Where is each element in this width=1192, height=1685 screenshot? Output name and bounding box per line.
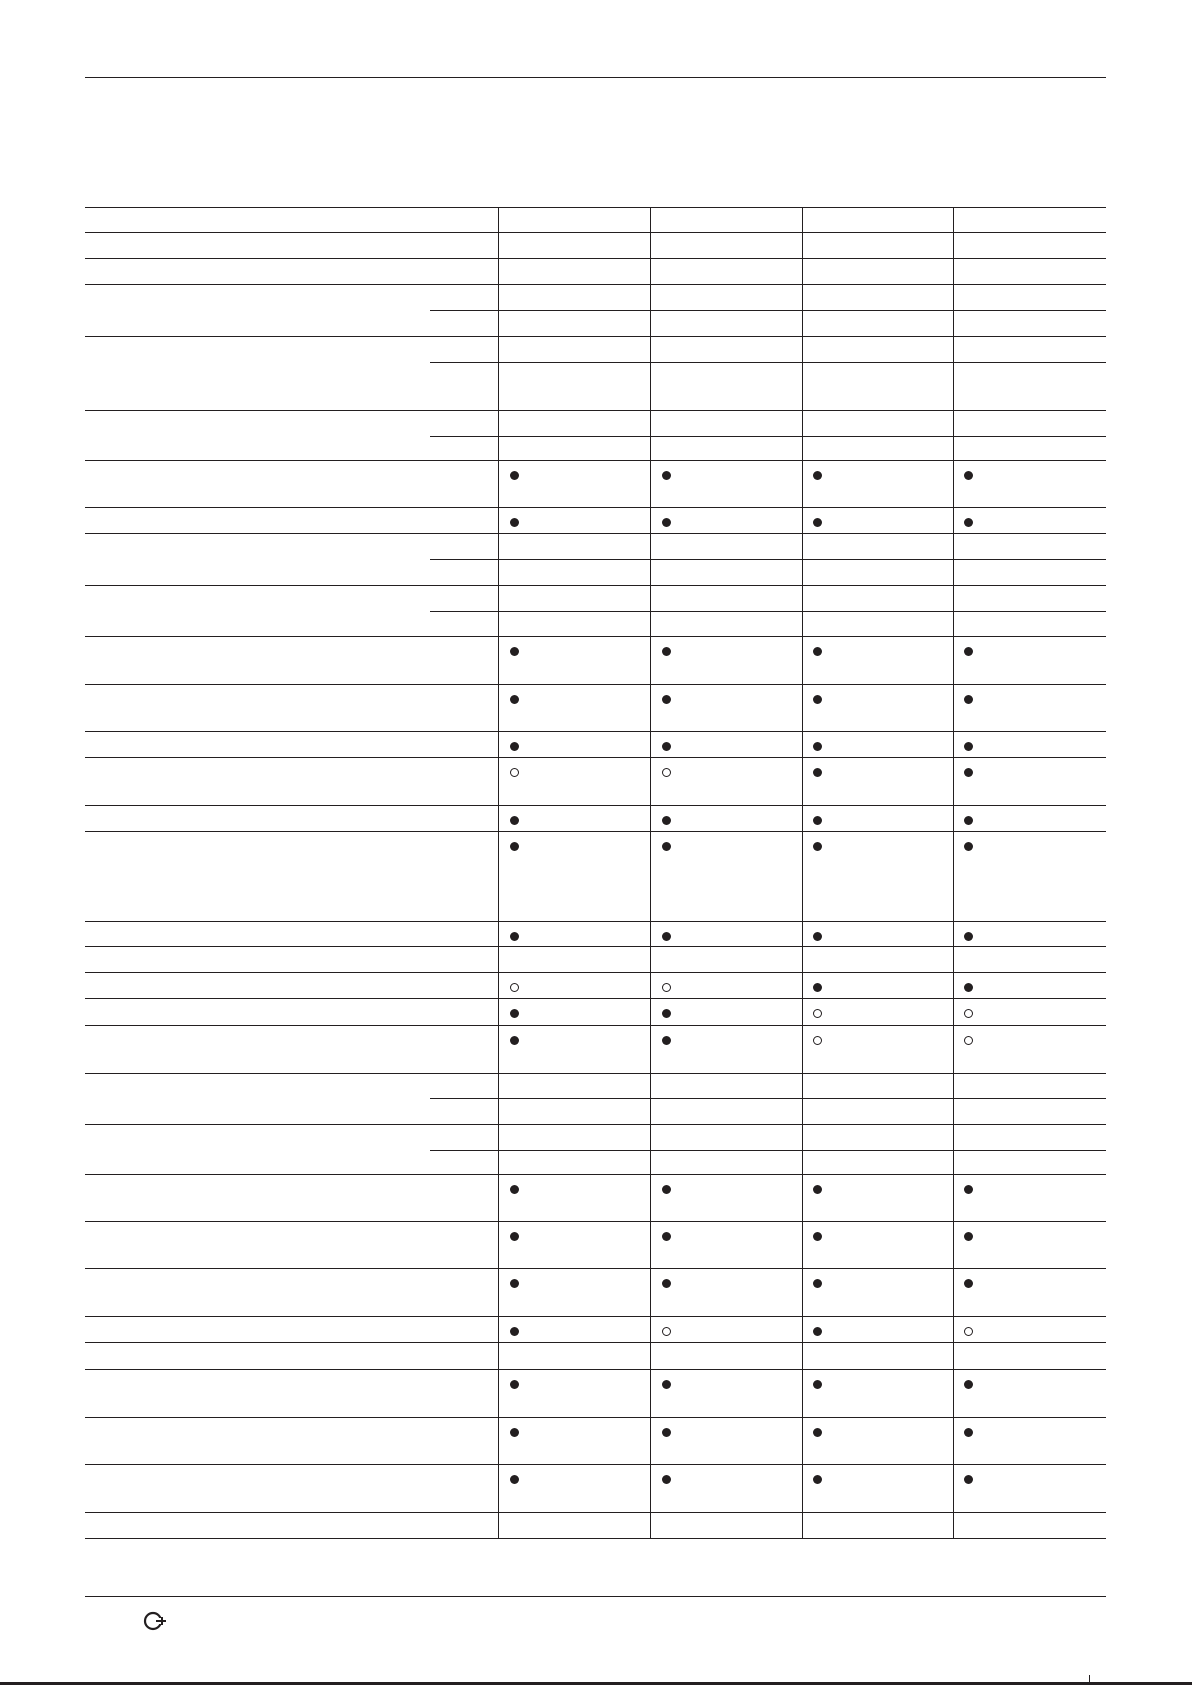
filled-circle-icon <box>510 1232 519 1241</box>
filled-circle-icon <box>662 1185 671 1194</box>
top-rule <box>85 77 1106 78</box>
filled-circle-icon <box>813 842 822 851</box>
filled-circle-icon <box>964 1185 973 1194</box>
filled-circle-icon <box>964 816 973 825</box>
filled-circle-icon <box>964 932 973 941</box>
open-circle-icon <box>813 1009 822 1018</box>
filled-circle-icon <box>510 518 519 527</box>
filled-circle-icon <box>662 1380 671 1389</box>
sub-row-rule <box>430 310 1106 311</box>
sub-row-rule <box>430 436 1106 437</box>
open-circle-icon <box>662 983 671 992</box>
filled-circle-icon <box>964 695 973 704</box>
filled-circle-icon <box>964 742 973 751</box>
filled-circle-icon <box>813 1185 822 1194</box>
open-circle-icon <box>510 983 519 992</box>
filled-circle-icon <box>510 1327 519 1336</box>
filled-circle-icon <box>510 1185 519 1194</box>
filled-circle-icon <box>662 1232 671 1241</box>
filled-circle-icon <box>813 471 822 480</box>
filled-circle-icon <box>510 816 519 825</box>
sub-row-rule <box>430 362 1106 363</box>
filled-circle-icon <box>964 647 973 656</box>
column-divider <box>802 207 803 1538</box>
filled-circle-icon <box>510 471 519 480</box>
filled-circle-icon <box>662 1428 671 1437</box>
filled-circle-icon <box>510 1009 519 1018</box>
filled-circle-icon <box>813 1428 822 1437</box>
sub-row-rule <box>430 611 1106 612</box>
power-plug-icon <box>141 1610 169 1632</box>
open-circle-icon <box>964 1009 973 1018</box>
filled-circle-icon <box>813 695 822 704</box>
filled-circle-icon <box>964 518 973 527</box>
filled-circle-icon <box>510 695 519 704</box>
footer-rule <box>85 1596 1106 1597</box>
filled-circle-icon <box>813 518 822 527</box>
filled-circle-icon <box>964 1475 973 1484</box>
filled-circle-icon <box>964 1428 973 1437</box>
filled-circle-icon <box>964 471 973 480</box>
filled-circle-icon <box>510 1475 519 1484</box>
filled-circle-icon <box>813 1380 822 1389</box>
filled-circle-icon <box>813 1279 822 1288</box>
column-divider <box>953 207 954 1538</box>
open-circle-icon <box>813 1036 822 1045</box>
filled-circle-icon <box>813 1327 822 1336</box>
filled-circle-icon <box>510 742 519 751</box>
open-circle-icon <box>662 1327 671 1336</box>
filled-circle-icon <box>964 1380 973 1389</box>
filled-circle-icon <box>662 1009 671 1018</box>
filled-circle-icon <box>662 1279 671 1288</box>
sub-row-rule <box>430 559 1106 560</box>
column-divider <box>498 207 499 1538</box>
filled-circle-icon <box>813 647 822 656</box>
filled-circle-icon <box>964 768 973 777</box>
filled-circle-icon <box>510 842 519 851</box>
filled-circle-icon <box>813 742 822 751</box>
filled-circle-icon <box>662 816 671 825</box>
filled-circle-icon <box>662 518 671 527</box>
filled-circle-icon <box>662 647 671 656</box>
filled-circle-icon <box>813 983 822 992</box>
open-circle-icon <box>964 1327 973 1336</box>
filled-circle-icon <box>662 695 671 704</box>
filled-circle-icon <box>964 1279 973 1288</box>
filled-circle-icon <box>510 1036 519 1045</box>
filled-circle-icon <box>813 768 822 777</box>
filled-circle-icon <box>510 647 519 656</box>
filled-circle-icon <box>662 842 671 851</box>
filled-circle-icon <box>813 1232 822 1241</box>
filled-circle-icon <box>813 1475 822 1484</box>
filled-circle-icon <box>510 1380 519 1389</box>
filled-circle-icon <box>662 471 671 480</box>
filled-circle-icon <box>662 1475 671 1484</box>
filled-circle-icon <box>662 932 671 941</box>
sub-row-rule <box>430 1150 1106 1151</box>
table-bottom-rule <box>85 1538 1106 1539</box>
filled-circle-icon <box>510 1279 519 1288</box>
open-circle-icon <box>964 1036 973 1045</box>
filled-circle-icon <box>964 842 973 851</box>
filled-circle-icon <box>964 983 973 992</box>
filled-circle-icon <box>510 932 519 941</box>
filled-circle-icon <box>662 1036 671 1045</box>
filled-circle-icon <box>813 932 822 941</box>
filled-circle-icon <box>662 742 671 751</box>
open-circle-icon <box>662 768 671 777</box>
column-divider <box>650 207 651 1538</box>
sub-row-rule <box>430 1098 1106 1099</box>
filled-circle-icon <box>964 1232 973 1241</box>
open-circle-icon <box>510 768 519 777</box>
filled-circle-icon <box>813 816 822 825</box>
filled-circle-icon <box>510 1428 519 1437</box>
